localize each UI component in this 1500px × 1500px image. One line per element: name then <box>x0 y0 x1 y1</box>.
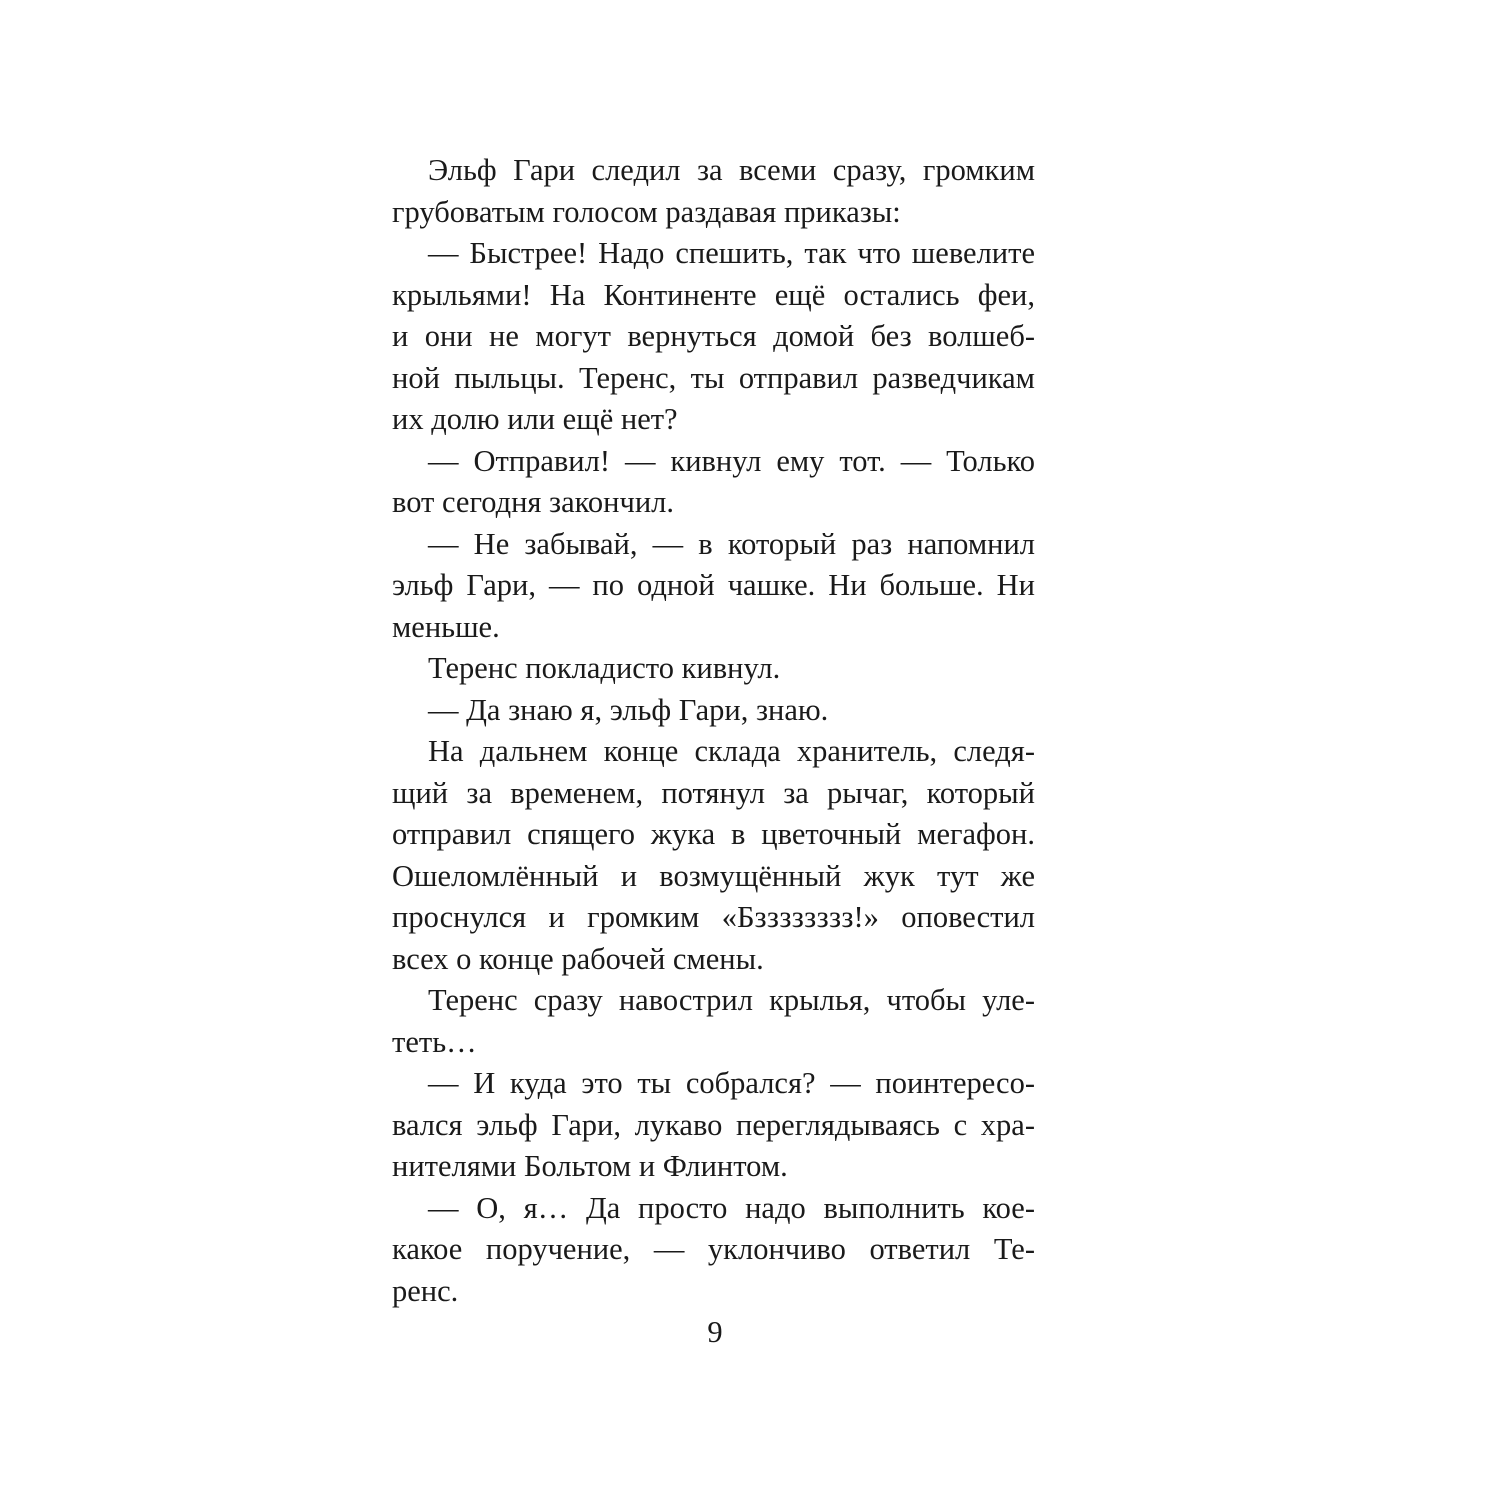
text-line: какое поручение, — уклончиво ответил Те- <box>392 1232 1035 1266</box>
text-line: — И куда это ты собрался? — поинтересо- <box>428 1066 1035 1100</box>
text-line: — О, я… Да просто надо выполнить кое- <box>428 1190 1035 1225</box>
text-line: — Отправил! — кивнул ему тот. — Только <box>428 443 1035 478</box>
text-line: всех о конце рабочей смены. <box>392 941 764 976</box>
text-line: вот сегодня закончил. <box>392 485 674 519</box>
text-line: и они не могут вернуться домой без волшеб- <box>392 319 1035 353</box>
text-line: нителями Больтом и Флинтом. <box>392 1149 788 1183</box>
page-number: 9 <box>707 1315 723 1349</box>
text-line: эльф Гари, — по одной чашке. Ни больше. Ни <box>392 568 1035 602</box>
text-line: крыльями! На Континенте ещё остались феи, <box>392 277 1035 312</box>
text-line: ной пыльцы. Теренс, ты отправил разведчикам <box>392 360 1035 395</box>
text-line: Эльф Гари следил за всеми сразу, громким <box>428 153 1035 187</box>
text-line: проснулся и громким «Бзззззззз!» оповестил <box>392 900 1035 934</box>
text-line: ренс. <box>392 1273 459 1308</box>
text-line: их долю или ещё нет? <box>392 402 678 436</box>
page-text <box>392 150 1035 1312</box>
text-line: вался эльф Гари, лукаво переглядываясь с хра- <box>392 1107 1035 1142</box>
text-line: меньше. <box>392 609 500 644</box>
text-line: — Да знаю я, эльф Гари, знаю. <box>428 692 829 727</box>
text-line: — Быстрее! Надо спешить, так что шевелите <box>428 236 1035 270</box>
text-line: отправил спящего жука в цветочный мегафон. <box>392 817 1035 851</box>
text-line: На дальнем конце склада хранитель, следя- <box>428 734 1035 768</box>
text-line: щий за временем, потянул за рычаг, который <box>392 775 1035 810</box>
text-line: — Не забывай, — в который раз напомнил <box>428 526 1035 561</box>
text-line: Ошеломлённый и возмущённый жук тут же <box>392 858 1035 893</box>
text-line: Теренс сразу навострил крылья, чтобы уле- <box>428 983 1035 1017</box>
text-line: теть… <box>392 1024 477 1059</box>
text-line: Теренс покладисто кивнул. <box>428 651 781 685</box>
text-line: грубоватым голосом раздавая приказы: <box>392 194 901 229</box>
